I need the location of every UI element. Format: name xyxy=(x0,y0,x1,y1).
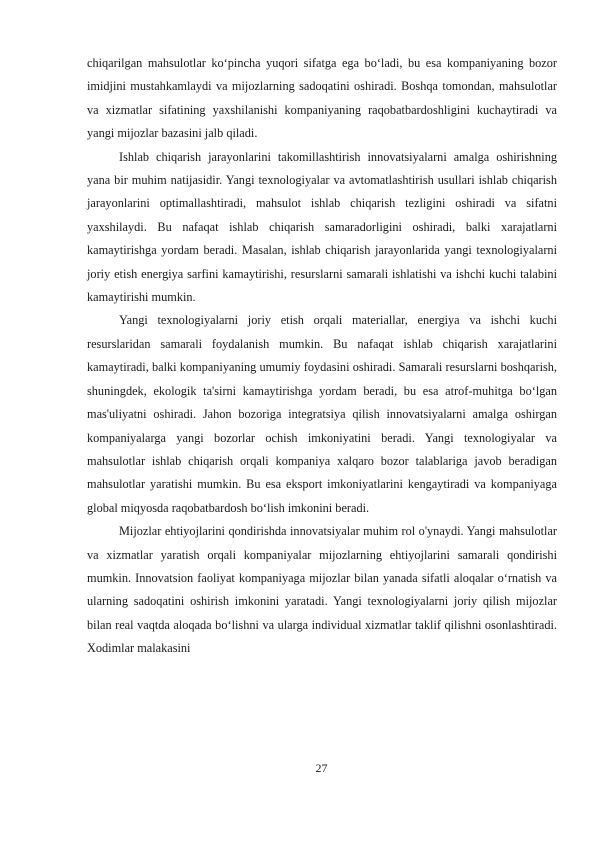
paragraph-4: Mijozlar ehtiyojlarini qondirishda innovatsiyalar muhim rol o'ynaydi. Yangi mahsulotlar va xizmatlar yaratish orqali kompaniyalar mijozlarning ehtiyojlarini samarali qondirishi mumkin. Innovatsion faoliyat kompaniyaga mijozlar bilan yanada sifatli aloqalar o‘rnatish va ularning sadoqatini oshirish imkonini yaratadi. Yangi texnologiyalarni joriy qilish mijozlar bilan real vaqtda aloqada bo‘lishni va ularga individual xizmatlar taklif qilishni osonlashtiradi. Xodimlar malakasini xyxy=(87,524,557,656)
page-number: 27 xyxy=(315,761,328,775)
paragraph-3: Yangi texnologiyalarni joriy etish orqali materiallar, energiya va ishchi kuchi resurslaridan samarali foydalanish mumkin. Bu nafaqat ishlab chiqarish xarajatlarini kamaytiradi, balki kompaniyaning umumiy foydasini oshiradi. Samarali resurslarni boshqarish, shuningdek, ekologik ta'sirni kamaytirishga yordam beradi, bu esa atrof-muhitga bo‘lgan mas'uliyatni oshiradi. Jahon bozoriga integratsiya qilish innovatsiyalarni amalga oshirgan kompaniyalarga yangi bozorlar ochish imkoniyatini beradi. Yangi texnologiyalar va mahsulotlar ishlab chiqarish orqali kompaniya xalqaro bozor talablariga javob beradigan mahsulotlar yaratishi mumkin. Bu esa eksport imkoniyatlarini kengaytiradi va kompaniyaga global miqyosda raqobatbardosh bo‘lish imkonini beradi. xyxy=(87,313,557,515)
paragraph-2: Ishlab chiqarish jarayonlarini takomillashtirish innovatsiyalarni amalga oshirishning yana bir muhim natijasidir. Yangi texnologiyalar va avtomatlashtirish usullari ishlab chiqarish jarayonlarini optimallashtiradi, mahsulot ishlab chiqarish tezligini oshiradi va sifatni yaxshilaydi. Bu nafaqat ishlab chiqarish samaradorligini oshiradi, balki xarajatlarni kamaytirishga yordam beradi. Masalan, ishlab chiqarish jarayonlarida yangi texnologiyalarni joriy etish energiya sarfini kamaytirishi, resurslarni samarali ishlatishi va ishchi kuchi talabini kamaytirishi mumkin. xyxy=(87,149,557,305)
page-body xyxy=(87,52,557,661)
paragraph-1: chiqarilgan mahsulotlar ko‘pincha yuqori sifatga ega bo‘ladi, bu esa kompaniyaning bozor imidjini mustahkamlaydi va mijozlarning sadoqatini oshiradi. Boshqa tomondan, mahsulotlar va xizmatlar sifatining yaxshilanishi kompaniyaning raqobatbardoshligini kuchaytiradi va yangi mijozlar bazasini jalb qiladi. xyxy=(87,56,557,141)
